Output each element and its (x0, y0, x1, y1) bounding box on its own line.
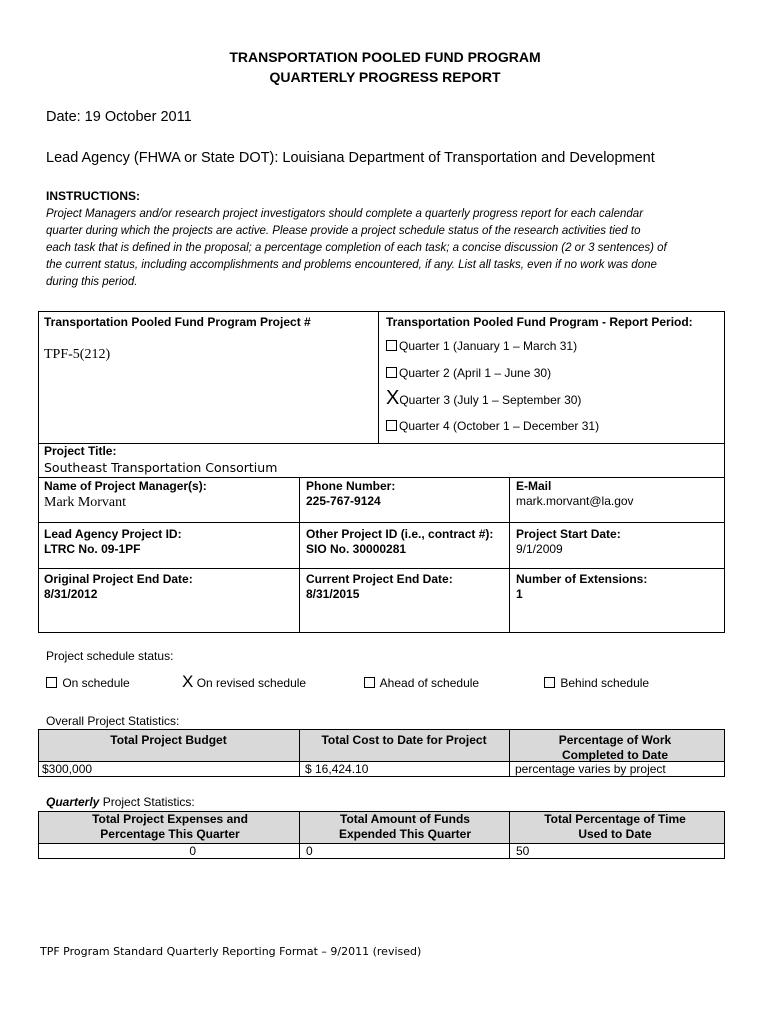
qtr-expenses-value: 0 (189, 844, 196, 858)
lead-id-value: LTRC No. 09-1PF (44, 542, 141, 556)
quarter-4-label: Quarter 4 (October 1 – December 31) (399, 419, 600, 433)
quarter-2-checkbox[interactable] (386, 367, 397, 378)
curr-end-label: Current Project End Date: (306, 572, 453, 586)
quarterly-stats-label (46, 795, 195, 810)
phone-label: Phone Number: (306, 479, 396, 493)
orig-end-value: 8/31/2012 (44, 587, 98, 601)
manager-value: Mark Morvant (44, 495, 127, 510)
email-label: E-Mail (516, 479, 552, 493)
quarter-4-checkbox[interactable] (386, 420, 397, 431)
quarter-1-label: Quarter 1 (January 1 – March 31) (399, 339, 578, 353)
revised-label: On revised schedule (196, 676, 307, 690)
start-date-label: Project Start Date: (516, 527, 621, 541)
project-number-value: TPF-5(212) (44, 347, 111, 362)
curr-end-value: 8/31/2015 (306, 587, 360, 601)
qtr-expenses-header: Total Project Expenses and Percentage This Quarter (92, 812, 248, 841)
report-title-line2: QUARTERLY PROGRESS REPORT (269, 69, 501, 85)
lead-agency-line: Lead Agency (FHWA or State DOT): Louisiana Department of Transportation and Development (46, 150, 655, 166)
instructions-heading: INSTRUCTIONS: (46, 189, 140, 203)
ahead-checkbox[interactable] (364, 677, 375, 688)
percent-work-value: percentage varies by project (515, 762, 666, 776)
schedule-status-label: Project schedule status: (46, 649, 174, 663)
instructions-line: during this period. (46, 276, 138, 288)
report-title-line1: TRANSPORTATION POOLED FUND PROGRAM (229, 49, 541, 65)
schedule-option-ahead[interactable] (364, 676, 479, 691)
revised-check-mark[interactable]: X (182, 672, 194, 691)
behind-checkbox[interactable] (544, 677, 555, 688)
date-line: Date: 19 October 2011 (46, 109, 192, 125)
footer-text: TPF Program Standard Quarterly Reporting Format – 9/2011 (revised) (40, 945, 422, 958)
start-date-value: 9/1/2009 (516, 542, 563, 556)
lead-id-label: Lead Agency Project ID: (44, 527, 182, 541)
other-id-label: Other Project ID (i.e., contract #): (306, 527, 494, 541)
qtr-time-value: 50 (516, 844, 530, 858)
quarter-2-option[interactable] (386, 366, 551, 381)
on-schedule-label: On schedule (62, 676, 130, 690)
report-period-label: Transportation Pooled Fund Program - Report Period: (386, 315, 693, 329)
project-title-label: Project Title: (44, 444, 117, 458)
extensions-label: Number of Extensions: (516, 572, 648, 586)
qtr-funds-value: 0 (306, 844, 313, 858)
quarterly-stats-rest: Project Statistics: (99, 795, 195, 809)
project-number-label: Transportation Pooled Fund Program Project # (44, 315, 311, 329)
other-id-value: SIO No. 30000281 (306, 542, 407, 556)
schedule-option-on-schedule[interactable] (46, 676, 130, 691)
quarter-2-label: Quarter 2 (April 1 – June 30) (399, 366, 552, 380)
overall-stats-label: Overall Project Statistics: (46, 714, 180, 728)
instructions-text (46, 206, 736, 291)
manager-label: Name of Project Manager(s): (44, 479, 207, 493)
orig-end-label: Original Project End Date: (44, 572, 193, 586)
quarter-1-checkbox[interactable] (386, 340, 397, 351)
behind-label: Behind schedule (560, 676, 650, 690)
total-cost-value: $ 16,424.10 (305, 762, 369, 776)
qtr-funds-header: Total Amount of Funds Expended This Quarter (338, 812, 472, 841)
qtr-time-header: Total Percentage of Time Used to Date (544, 812, 686, 841)
quarter-4-option[interactable] (386, 419, 599, 434)
email-value[interactable]: mark.morvant@la.gov (516, 494, 634, 508)
schedule-option-behind[interactable] (544, 676, 649, 691)
ahead-label: Ahead of schedule (379, 676, 480, 690)
total-budget-header: Total Project Budget (110, 733, 227, 747)
quarterly-word: Quarterly (46, 795, 100, 809)
total-cost-header: Total Cost to Date for Project (321, 733, 487, 747)
instructions-line: quarter during which the projects are active. Please provide a project schedule status of the research activities tied to (46, 225, 641, 237)
quarter-3-option[interactable] (386, 388, 581, 408)
total-budget-value: $300,000 (42, 762, 93, 776)
extensions-value: 1 (516, 587, 523, 601)
quarter-3-label: Quarter 3 (July 1 – September 30) (399, 393, 582, 407)
quarter-1-option[interactable] (386, 339, 577, 354)
instructions-line: Project Managers and/or research project investigators should complete a quarterly progress report for each calendar (46, 208, 644, 220)
quarter-3-check-mark[interactable]: X (386, 387, 400, 409)
project-title-value: Southeast Transportation Consortium (44, 460, 278, 475)
schedule-option-revised[interactable] (182, 674, 306, 691)
on-schedule-checkbox[interactable] (46, 677, 57, 688)
percent-work-header: Percentage of Work Completed to Date (558, 733, 672, 762)
instructions-line: the current status, including accomplishments and problems encountered, if any. List all tasks, even if no work was done (46, 259, 657, 271)
instructions-line: each task that is defined in the proposal; a percentage completion of each task; a concise discussion (2 or 3 sentences) of (46, 242, 667, 254)
phone-value: 225-767-9124 (306, 494, 381, 508)
